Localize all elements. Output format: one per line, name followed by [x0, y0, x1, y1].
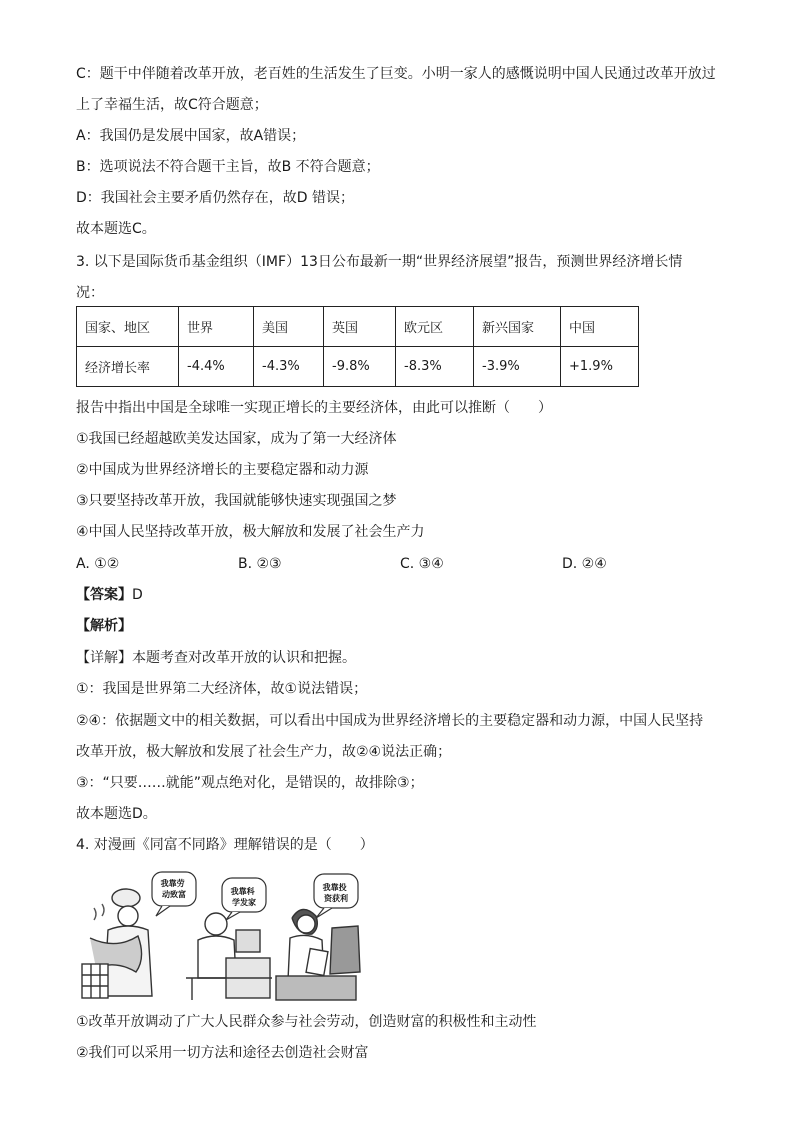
- option-c: C. ③④: [400, 556, 444, 572]
- bubble-text-line-2: 学发家: [232, 898, 256, 907]
- analysis-line-d: D：我国社会主要矛盾仍然存在，故D 错误；: [76, 190, 355, 206]
- table-cell: 经济增长率: [77, 347, 179, 387]
- q3-prompt: 报告中指出中国是全球唯一实现正增长的主要经济体，由此可以推断（ ）: [76, 400, 552, 416]
- table-cell: -8.3%: [396, 347, 474, 387]
- analysis-line-c: C：题干中伴随着改革开放，老百姓的生活发生了巨变。小明一家人的感慨说明中国人民通过改革开放过: [76, 66, 716, 82]
- bubble-text-line-2: 资获利: [324, 894, 348, 903]
- q3-statement-4: ④中国人民坚持改革开放，极大解放和发展了社会生产力: [76, 524, 425, 540]
- detail-line-1: 【详解】本题考查对改革开放的认识和把握。: [76, 650, 356, 666]
- table-header-cell: 国家、地区: [77, 307, 179, 347]
- growth-table: [76, 306, 639, 387]
- q3-statement-2: ②中国成为世界经济增长的主要稳定器和动力源: [76, 462, 369, 478]
- table-header-cell: 英国: [324, 307, 396, 347]
- detail-line-3: ②④：依据题文中的相关数据，可以看出中国成为世界经济增长的主要稳定器和动力源，中国人民坚持: [76, 713, 704, 729]
- table-cell: -9.8%: [324, 347, 396, 387]
- table-cell: -4.4%: [179, 347, 254, 387]
- option-d: D. ②④: [562, 556, 607, 572]
- answer-line: [76, 585, 143, 605]
- bubble-3-text: 我靠投: [322, 883, 347, 892]
- conclusion-line: 故本题选C。: [76, 221, 156, 237]
- q4-statement-2: ②我们可以采用一切方法和途径去创造社会财富: [76, 1045, 369, 1061]
- analysis-line-a: A：我国仍是发展中国家，故A错误；: [76, 128, 306, 144]
- analysis-line-b: B：选项说法不符合题干主旨，故B 不符合题意；: [76, 159, 380, 175]
- cartoon-figure-investor: [276, 909, 360, 1000]
- q3-statement-1: ①我国已经超越欧美发达国家，成为了第一大经济体: [76, 431, 397, 447]
- answer-value: D: [132, 587, 143, 603]
- detail-line-4: 改革开放，极大解放和发展了社会生产力，故②④说法正确；: [76, 744, 452, 760]
- q4-statement-1: ①改革开放调动了广大人民群众参与社会劳动，创造财富的积极性和主动性: [76, 1014, 537, 1030]
- detail-line-2: ①：我国是世界第二大经济体，故①说法错误；: [76, 681, 368, 697]
- cartoon-figure-worker: [82, 889, 152, 998]
- bubble-1-text: 我靠劳: [160, 879, 185, 888]
- q3-stem: 3. 以下是国际货币基金组织（IMF）13日公布最新一期“世界经济展望”报告，预测世界经济增长情: [76, 254, 683, 270]
- table-row: [77, 307, 639, 347]
- answer-label: 【答案】: [76, 587, 132, 603]
- q3-stem-cont: 况：: [76, 285, 104, 301]
- option-b: B. ②③: [238, 556, 282, 572]
- q4-stem: 4. 对漫画《同富不同路》理解错误的是（ ）: [76, 837, 374, 853]
- bubble-text-line-2: 动致富: [162, 890, 186, 899]
- table-header-cell: 世界: [179, 307, 254, 347]
- detail-line-5: ③：“只要……就能”观点绝对化，是错误的，故排除③；: [76, 775, 424, 791]
- table-header-cell: 中国: [561, 307, 639, 347]
- table-header-cell: 美国: [254, 307, 324, 347]
- table-row: [77, 347, 639, 387]
- analysis-label: 【解析】: [76, 618, 132, 634]
- table-cell: -3.9%: [474, 347, 561, 387]
- table-header-cell: 欧元区: [396, 307, 474, 347]
- bubble-2-text: 我靠科: [230, 887, 255, 896]
- table-cell: +1.9%: [561, 347, 639, 387]
- cartoon-image: [76, 868, 366, 1008]
- analysis-line-c-cont: 上了幸福生活，故C符合题意；: [76, 97, 268, 113]
- detail-line-6: 故本题选D。: [76, 806, 157, 822]
- cartoon-figure-scientist: [186, 913, 272, 1000]
- q3-statement-3: ③只要坚持改革开放，我国就能够快速实现强国之梦: [76, 493, 397, 509]
- table-cell: -4.3%: [254, 347, 324, 387]
- table-header-cell: 新兴国家: [474, 307, 561, 347]
- option-a: A. ①②: [76, 556, 120, 572]
